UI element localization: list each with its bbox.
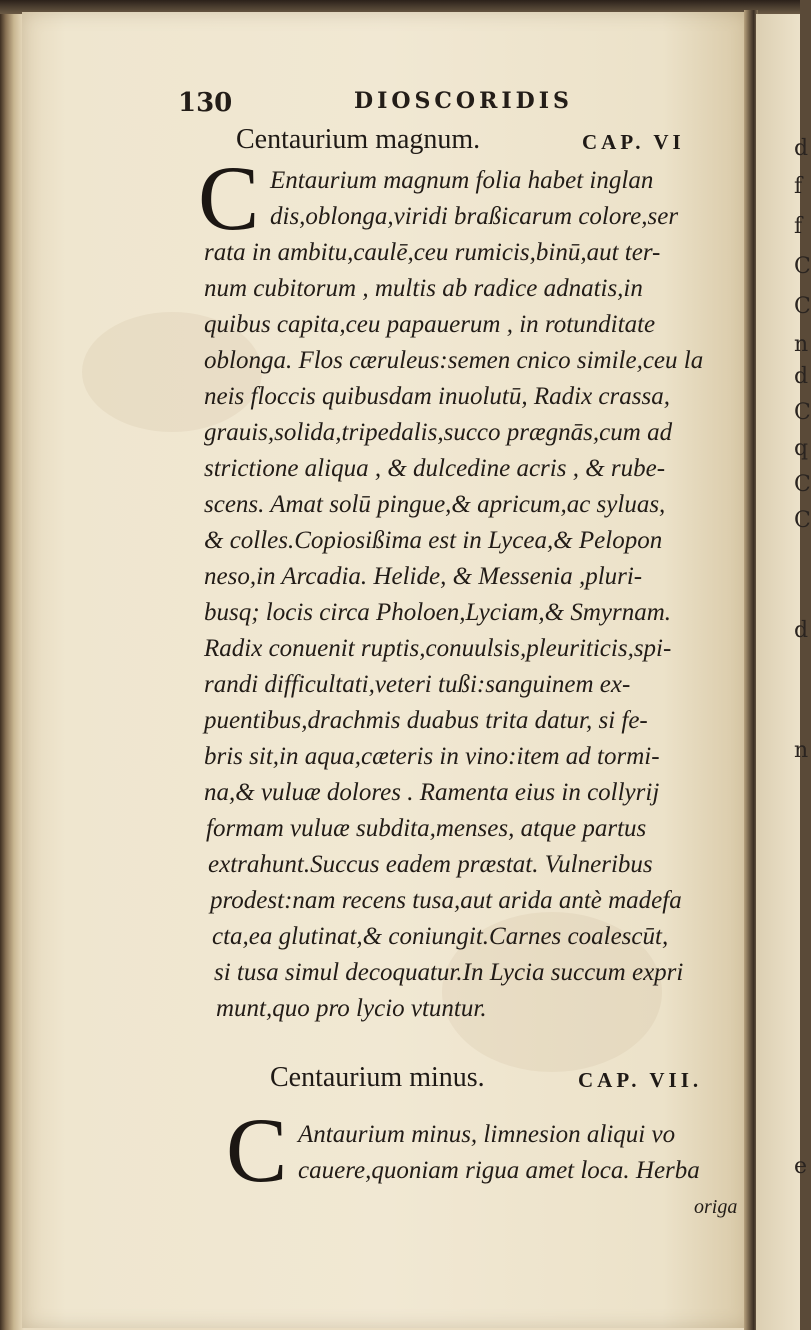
running-head: DIOSCORIDIS: [354, 88, 573, 114]
text-line: rata in ambitu,caulē,ceu rumicis,binū,aut ter-: [204, 239, 661, 266]
text-line: na,& vuluæ dolores . Ramenta eius in collyrij: [204, 779, 660, 806]
drop-capital: C: [198, 147, 260, 249]
text-line: grauis,solida,tripedalis,succo prægnās,cum ad: [204, 419, 673, 446]
right-page-fragment: C: [794, 254, 811, 279]
right-page-edge: [756, 14, 811, 1330]
text-line: neis floccis quibusdam inuolutū, Radix crassa,: [204, 383, 670, 410]
text-line: cauere,quoniam rigua amet loca. Herba: [298, 1157, 700, 1184]
text-line: prodest:nam recens tusa,aut arida antè madefa: [210, 887, 682, 914]
right-page-fragment: C: [794, 472, 811, 497]
text-line: extrahunt.Succus eadem præstat. Vulneribus: [208, 851, 653, 878]
text-line: si tusa simul decoquatur.In Lycia succum expri: [214, 959, 684, 986]
text-line: busq; locis circa Pholoen,Lyciam,& Smyrnam.: [204, 599, 672, 626]
text-line: dis,oblonga,viridi braßicarum colore,ser: [270, 203, 679, 230]
chapter-number: CAP. VI: [582, 130, 685, 154]
text-line: quibus capita,ceu papauerum , in rotunditate: [204, 311, 656, 338]
right-page-fragment: n: [794, 738, 809, 763]
text-line: & colles.Copiosißima est in Lycea,& Pelopon: [204, 527, 663, 554]
right-page-fragment: e: [794, 1154, 808, 1179]
text-line: cta,ea glutinat,& coniungit.Carnes coalescūt,: [212, 923, 669, 950]
chapter-title: Centaurium magnum.: [236, 124, 481, 155]
right-page-fragment: n: [794, 332, 809, 357]
text-line: Antaurium minus, limnesion aliqui vo: [298, 1121, 676, 1148]
text-line: randi difficultati,veteri tußi:sanguinem ex-: [204, 671, 631, 698]
text-line: oblonga. Flos cæruleus:semen cnico simile,ceu la: [204, 347, 704, 374]
text-line: neso,in Arcadia. Helide, & Messenia ,pluri-: [204, 563, 643, 590]
text-line: puentibus,drachmis duabus trita datur, si fe-: [204, 707, 648, 734]
text-line: scens. Amat solū pingue,& apricum,ac syluas,: [204, 491, 666, 518]
right-page-fragment: d: [794, 618, 809, 643]
text-line: strictione aliqua , & dulcedine acris , & rube-: [204, 455, 666, 482]
right-page-fragment: f: [794, 214, 803, 239]
chapter-number: CAP. VII.: [578, 1068, 703, 1092]
right-page-fragment: q: [794, 436, 809, 461]
chapter-title: Centaurium minus.: [270, 1062, 485, 1093]
right-page-fragment: d: [794, 364, 809, 389]
folio-number: 130: [178, 88, 233, 118]
drop-capital: C: [226, 1099, 288, 1201]
catchword: origa: [694, 1196, 738, 1218]
text-line: num cubitorum , multis ab radice adnatis,in: [204, 275, 643, 302]
right-page-fragment: f: [794, 174, 803, 199]
text-line: formam vuluæ subdita,menses, atque partus: [206, 815, 647, 842]
text-line: Entaurium magnum folia habet inglan: [270, 167, 654, 194]
text-line: bris sit,in aqua,cæteris in vino:item ad tormi-: [204, 743, 660, 770]
right-page-fragment: C: [794, 508, 811, 533]
right-page-fragment: d: [794, 136, 809, 161]
right-page-fragment: C: [794, 294, 811, 319]
right-page-fragment: C: [794, 400, 811, 425]
text-line: munt,quo pro lycio vtuntur.: [216, 995, 487, 1022]
text-line: Radix conuenit ruptis,conuulsis,pleuriticis,spi-: [204, 635, 672, 662]
